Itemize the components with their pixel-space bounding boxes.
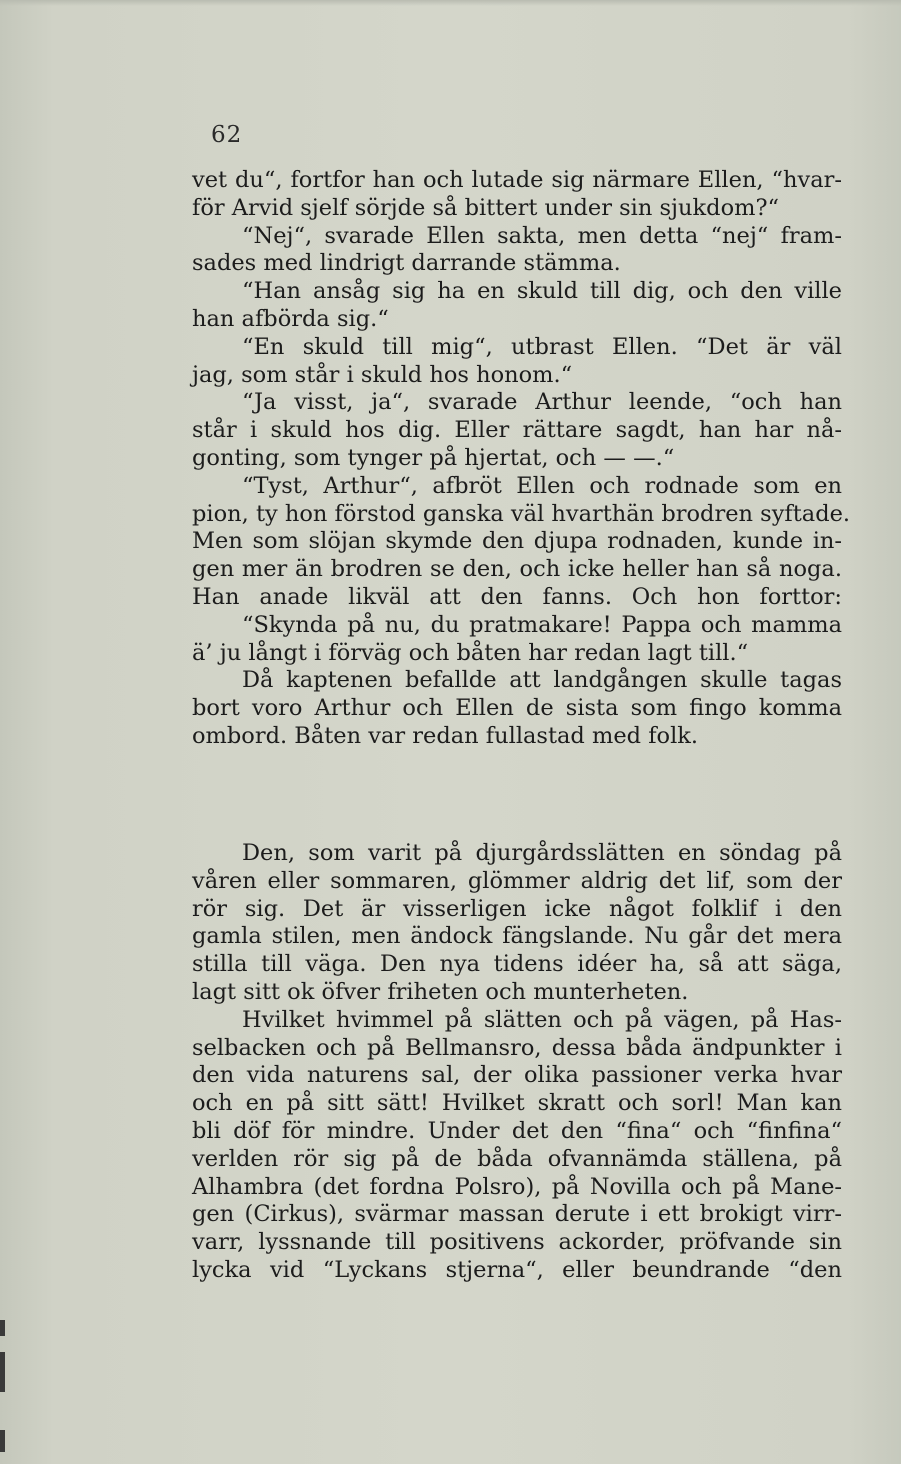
text-line: sades med lindrigt darrande stämma. [192,250,621,277]
text-block-dialogue [192,167,851,751]
text-line: gen (Cirkus), svärmar massan derute i ett brokigt virr- [192,1201,842,1228]
text-line: Den, som varit på djurgårdsslätten en söndag på [242,840,842,866]
text-line: gen mer än brodren se den, och icke heller han så noga. [192,556,842,583]
text-line: “En skuld till mig“, utbrast Ellen. “Det är väl [242,333,842,360]
text-line: Alhambra (det fordna Polsro), på Novilla och på Mane- [192,1173,842,1200]
text-line: bort voro Arthur och Ellen de sista som fingo komma [192,695,842,722]
text-line: lagt sitt ok öfver friheten och munterheten. [192,978,689,1005]
text-line: bli döf för mindre. Under det den “fina“ och “finfina“ [192,1117,842,1144]
text-line: vet du“, fortfor han och lutade sig närmare Ellen, “hvar- [192,167,842,193]
text-line: “Tyst, Arthur“, afbröt Ellen och rodnade som en [242,472,842,499]
text-line: rör sig. Det är visserligen icke något folklif i den [192,895,842,922]
text-line: “Han ansåg sig ha en skuld till dig, och den ville [242,278,842,305]
text-line: stilla till väga. Den nya tidens idéer ha, så att säga, [192,951,842,978]
page-top-edge [0,0,901,6]
text-line: varr, lyssnande till positivens ackorder, pröfvande sin [192,1229,842,1256]
text-line: Han anade likväl att den fanns. Och hon forttor: [192,583,842,610]
text-line: Hvilket hvimmel på slätten och på vägen, på Has- [242,1006,842,1033]
text-line: han afbörda sig.“ [192,305,389,332]
text-line: gamla stilen, men ändock fängslande. Nu går det mera [192,923,842,950]
text-line: ombord. Båten var redan fullastad med folk. [192,722,699,749]
text-line: lycka vid “Lyckans stjerna“, eller beundrande “den [192,1256,842,1283]
text-block-djurgarden [192,840,842,1285]
binding-mark [0,1320,5,1336]
text-line: pion, ty hon förstod ganska väl hvarthän brodren syftade. [192,500,851,527]
text-line: våren eller sommaren, glömmer aldrig det lif, som der [192,867,842,894]
text-line: ä’ ju långt i förväg och båten har redan lagt till.“ [192,639,749,666]
text-line: för Arvid sjelf sörjde så bittert under sin sjukdom?“ [192,194,780,221]
text-line: “Skynda på nu, du pratmakare! Pappa och mamma [242,611,842,638]
text-line: och en på sitt sätt! Hvilket skratt och sorl! Man kan [192,1090,842,1117]
text-line: jag, som står i skuld hos honom.“ [192,361,573,388]
text-line: Men som slöjan skymde den djupa rodnaden, kunde in- [192,528,842,555]
text-line: den vida naturens sal, der olika passioner verka hvar [192,1062,842,1089]
text-line: selbacken och på Bellmansro, dessa båda ändpunkter i [192,1034,842,1061]
text-line: står i skuld hos dig. Eller rättare sagdt, han har nå- [192,417,842,444]
binding-mark [0,1430,5,1452]
page-number: 62 [211,122,243,148]
text-line: “Nej“, svarade Ellen sakta, men detta “nej“ fram- [242,222,842,249]
text-line: “Ja visst, ja“, svarade Arthur leende, “och han [242,389,842,416]
text-line: Då kaptenen befallde att landgången skulle tagas [242,667,842,694]
text-line: verlden rör sig på de båda ofvannämda ställena, på [192,1145,842,1172]
text-line: gonting, som tynger på hjertat, och — —.“ [192,444,675,471]
binding-mark [0,1352,5,1392]
